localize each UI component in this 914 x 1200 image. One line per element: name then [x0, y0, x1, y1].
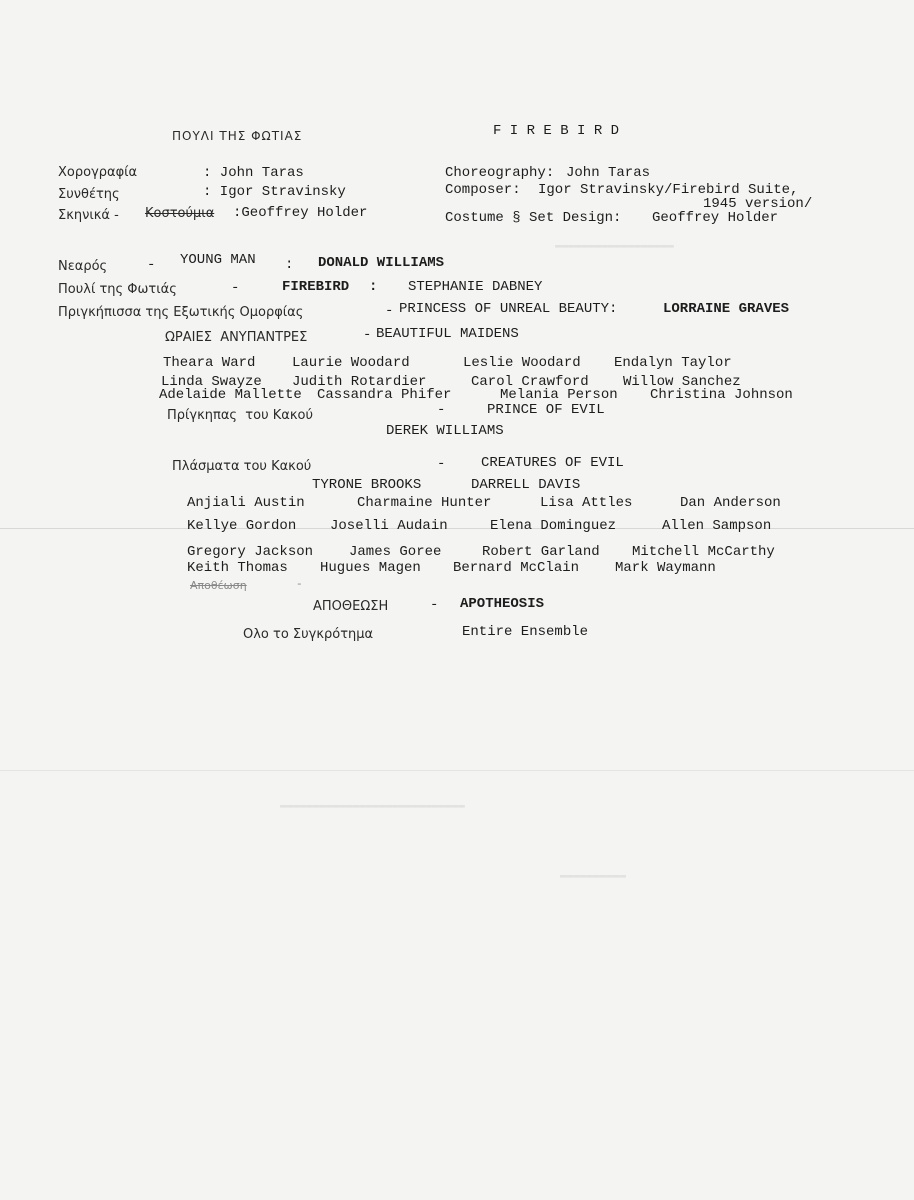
maiden-name: Judith Rotardier [292, 374, 427, 390]
creature-name: Dan Anderson [680, 495, 781, 511]
role-young-man-dancer: DONALD WILLIAMS [318, 255, 445, 271]
role-maidens-english: BEAUTIFUL MAIDENS [376, 326, 519, 342]
apotheosis-faint-greek: Αποθέωση [190, 579, 247, 592]
creature-name: Elena Dominguez [490, 518, 617, 534]
credit-english-choreography-value: John Taras [566, 165, 651, 181]
role-apotheosis-greek: ΑΠΟΘΕΩΣΗ [313, 599, 389, 614]
credit-greek-sets-value: :Geoffrey Holder [233, 205, 368, 221]
role-creatures-greek: Πλάσματα του Κακού [172, 459, 312, 474]
role-young-man-english: YOUNG MAN [180, 252, 256, 268]
role-creatures-lead: DARRELL DAVIS [471, 477, 581, 493]
credit-greek-composer-value: : Igor Stravinsky [203, 184, 346, 200]
ensemble-english: Entire Ensemble [462, 624, 589, 640]
creature-name: Keith Thomas [187, 560, 288, 576]
maiden-name: Carol Crawford [471, 374, 589, 390]
credit-greek-costumes-struck: Κοστούμια [145, 206, 215, 221]
maiden-name: Endalyn Taylor [614, 355, 732, 371]
creature-name: Bernard McClain [453, 560, 580, 576]
role-princess-dancer: LORRAINE GRAVES [663, 301, 790, 317]
credit-english-version: 1945 version/ [703, 196, 813, 212]
credit-greek-choreography-label: Χορογραφία [58, 165, 138, 180]
credit-english-composer-value: Igor Stravinsky/Firebird Suite, [538, 182, 799, 198]
maiden-name: Theara Ward [163, 355, 256, 371]
title-greek: ΠΟΥΛΙ ΤΗΣ ΦΩΤΙΑΣ [172, 129, 303, 143]
bleed-through-text: ▬▬▬▬▬▬▬▬▬▬▬▬▬▬▬▬▬▬ [555, 240, 674, 252]
role-princess-dash: - [385, 303, 394, 319]
ensemble-greek: Ολο το Συγκρότημα [243, 627, 374, 642]
creature-name: Hugues Magen [320, 560, 421, 576]
creature-name: Joselli Audain [330, 518, 448, 534]
role-firebird-dancer: STEPHANIE DABNEY [408, 279, 543, 295]
role-creatures-english: CREATURES OF EVIL [481, 455, 624, 471]
role-firebird-english: FIREBIRD [282, 279, 350, 295]
maiden-name: Leslie Woodard [463, 355, 581, 371]
role-prince-dash: - [437, 402, 446, 418]
creature-name: Anjiali Austin [187, 495, 305, 511]
credit-english-composer-label: Composer: [445, 182, 521, 198]
maiden-name: Melania Person [500, 387, 618, 403]
maiden-name: Willow Sanchez [623, 374, 741, 390]
bleed-through-text: ▬▬▬▬▬▬▬▬▬▬ [560, 870, 627, 882]
role-apotheosis-english: APOTHEOSIS [460, 596, 545, 612]
role-young-man-dash: - [147, 257, 156, 273]
role-prince-english: PRINCE OF EVIL [487, 402, 605, 418]
role-firebird-sep: : [369, 279, 378, 295]
role-prince-dancer: DEREK WILLIAMS [386, 423, 504, 439]
role-apotheosis-dash: - [430, 597, 439, 613]
role-maidens-greek: ΩΡΑΙΕΣ ΑΝΥΠΑΝΤΡΕΣ [165, 330, 308, 345]
creature-name: Charmaine Hunter [357, 495, 492, 511]
apotheosis-faint-dash: - [296, 579, 303, 591]
creature-name: Robert Garland [482, 544, 600, 560]
page-fold-line [0, 770, 914, 771]
credit-greek-composer-label: Συνθέτης [58, 187, 120, 202]
maiden-name: Adelaide Mallette [159, 387, 302, 403]
role-creatures-dash: - [437, 456, 446, 472]
page-fold-line [0, 528, 914, 529]
role-prince-greek: Πρίγκηπας του Κακού [167, 408, 313, 423]
bleed-through-text: ▬▬▬▬▬▬▬▬▬▬▬▬▬▬▬▬▬▬▬▬▬▬▬▬▬▬▬▬ [280, 800, 465, 812]
role-young-man-greek: Νεαρός [58, 259, 108, 274]
role-firebird-dash: - [231, 280, 240, 296]
role-princess-english: PRINCESS OF UNREAL BEAUTY: [399, 301, 618, 317]
maiden-name: Linda Swayze [161, 374, 262, 390]
role-princess-greek: Πριγκήπισσα της Εξωτικής Ομορφίας [58, 305, 304, 320]
title-english: F I R E B I R D [493, 123, 620, 139]
maiden-name: Laurie Woodard [292, 355, 410, 371]
credit-english-design-label: Costume § Set Design: [445, 210, 622, 226]
maiden-name: Christina Johnson [650, 387, 793, 403]
creature-name: Mark Waymann [615, 560, 716, 576]
creature-name: James Goree [349, 544, 442, 560]
role-firebird-greek: Πουλί της Φωτιάς [58, 282, 177, 297]
creature-name: Allen Sampson [662, 518, 772, 534]
credit-greek-choreography-value: : John Taras [203, 165, 304, 181]
credit-greek-sets-label: Σκηνικά - [58, 208, 119, 223]
creature-name: Kellye Gordon [187, 518, 297, 534]
creature-name: Mitchell McCarthy [632, 544, 775, 560]
role-maidens-dash: - [363, 327, 372, 343]
role-creatures-lead: TYRONE BROOKS [312, 477, 422, 493]
maiden-name: Cassandra Phifer [317, 387, 452, 403]
role-young-man-sep: : [285, 257, 294, 273]
creature-name: Lisa Attles [540, 495, 633, 511]
credit-english-choreography-label: Choreography: [445, 165, 555, 181]
credit-english-design-value: Geoffrey Holder [652, 210, 779, 226]
creature-name: Gregory Jackson [187, 544, 314, 560]
